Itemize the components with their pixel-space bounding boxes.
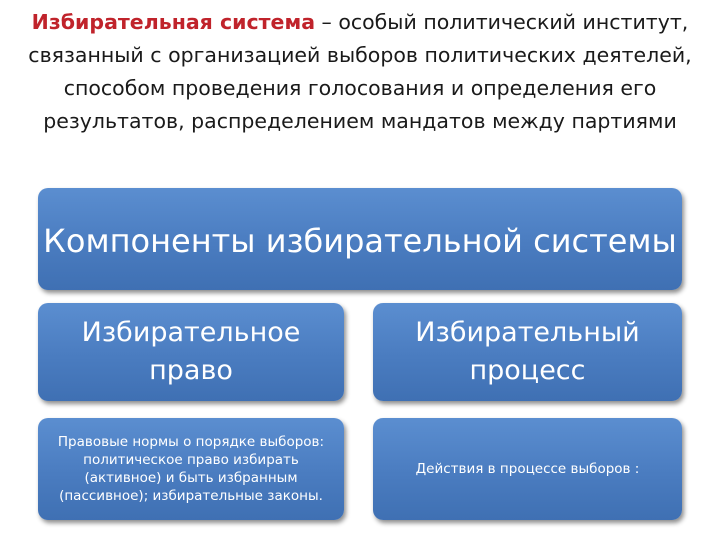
detail-text-electoral-law: Правовые нормы о порядке выборов: политическое право избирать (активное) и быть избранным (пассивное); избирательные законы. bbox=[57, 434, 325, 504]
definition-paragraph bbox=[6, 6, 714, 138]
definition-term: Избирательная система bbox=[31, 10, 316, 34]
branch-box-electoral-law bbox=[38, 303, 344, 401]
branch-title-electoral-law: Избирательное право bbox=[81, 317, 301, 386]
diagram-root-label: Компоненты избирательной системы bbox=[43, 222, 677, 260]
diagram-root-box bbox=[38, 188, 682, 290]
detail-box-electoral-law bbox=[38, 418, 344, 520]
detail-box-electoral-process bbox=[373, 418, 682, 520]
branch-box-electoral-process bbox=[373, 303, 682, 401]
detail-text-electoral-process: Действия в процессе выборов : bbox=[415, 461, 640, 477]
branch-title-electoral-process: Избирательный процесс bbox=[415, 317, 640, 386]
definition-text: – особый политический институт, связанный с организацией выборов политических деятелей, способом проведения голосования и определения его результатов, распределением мандатов между партиями bbox=[28, 10, 692, 133]
